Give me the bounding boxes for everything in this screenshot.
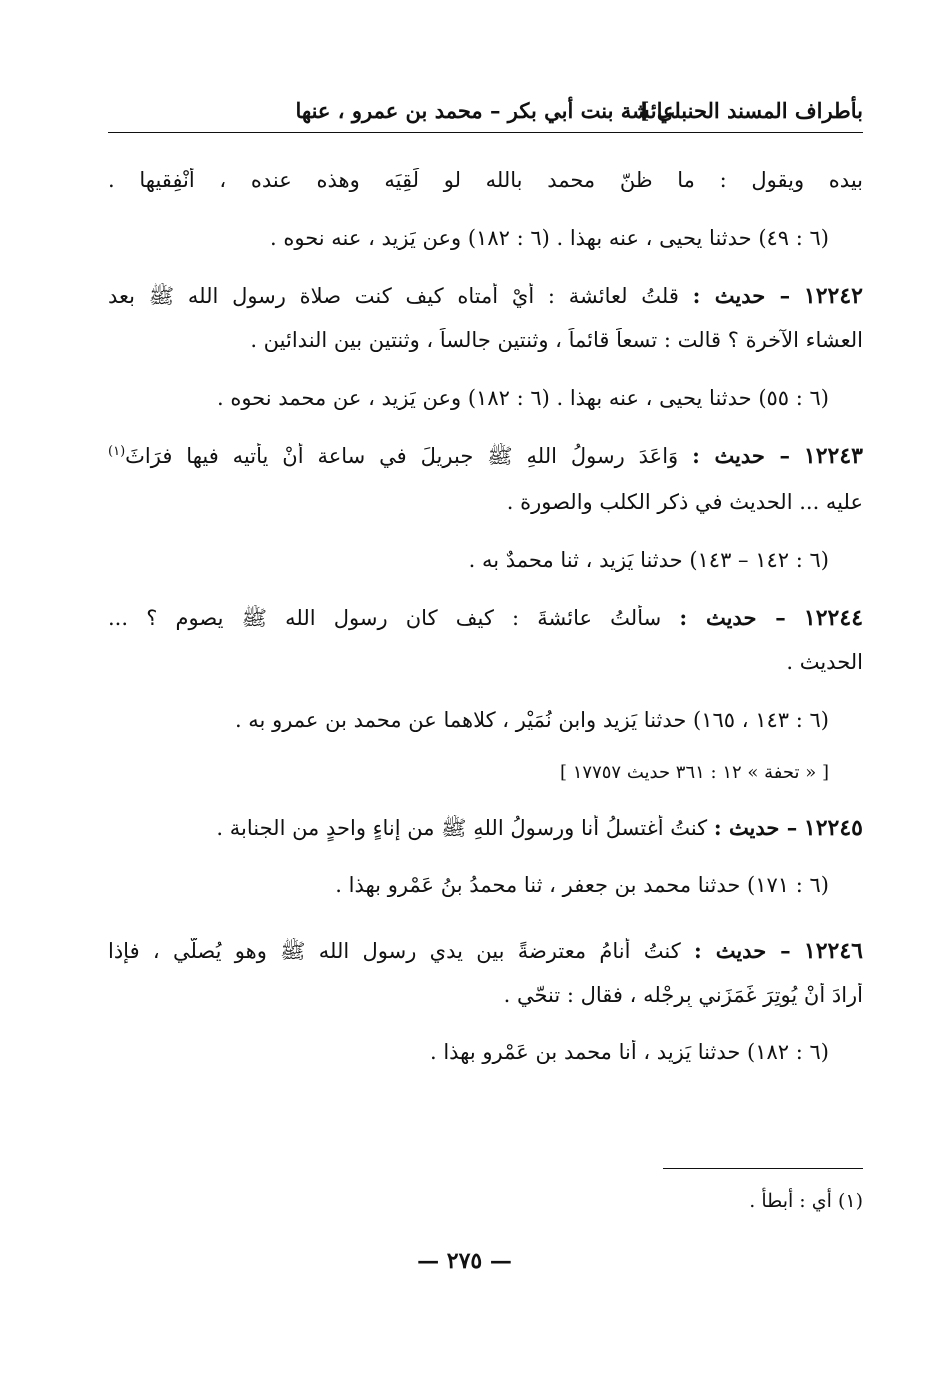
hadith-number: ١٢٢٤٤ (803, 605, 863, 631)
hadith-line (108, 815, 863, 846)
hadith-line (108, 938, 863, 969)
text-line: عليه ... الحديث في ذكر الكلب والصورة . (506, 490, 863, 514)
hadith-text: سألتُ عائشةَ : كيف كان رسول الله ﷺ يصوم ؟ ... (108, 606, 662, 630)
tuhfa-reference: [ « تحفة » ١٢ : ٣٦١ حديث ١٧٧٥٧ ] (560, 762, 829, 783)
hadith-line (108, 283, 863, 314)
running-header (108, 92, 863, 133)
header-book-title: بأطراف المسند الحنبلي ] (639, 98, 863, 123)
hadith-label: – حديث : (694, 938, 791, 963)
hadith-number: ١٢٢٤٦ (803, 938, 863, 964)
hadith-text: كنتُ أنامُ معترضةً بين يدي رسول الله ﷺ وهو يُصلّي ، فإذا (108, 939, 681, 963)
source-line: (٦ : ١٤٣ ، ١٦٥) حدثنا يَزيد وابن نُمَيْر ، كلاهما عن محمد بن عمرٍو به . (234, 708, 829, 732)
page-number: — ٢٧٥ — (417, 1248, 512, 1274)
hadith-label: – حديث : (713, 815, 798, 840)
text-line: أرادَ أنْ يُوتِرَ غَمَزَني بِرِجْله ، فقال : تنحّي . (503, 983, 863, 1007)
source-line: (٦ : ٥٥) حدثنا يحيى ، عنه بهذا . (٦ : ١٨٢) وعن يَزيد ، عن محمد نحوه . (216, 386, 829, 410)
source-line: (٦ : ١٨٢) حدثنا يَزيد ، أنا محمد بن عَمْرو بهذا . (429, 1040, 829, 1064)
footnote-marker[interactable]: (١) (108, 444, 126, 459)
text-line: بيده ويقول : ما ظنّ محمد بالله لو لَقِيَه وهذه عنده ، أنْفِقيها . (108, 168, 863, 192)
footnote-rule (663, 1168, 863, 1169)
hadith-label: – حديث : (679, 605, 786, 630)
hadith-number: ١٢٢٤٢ (803, 283, 863, 309)
source-line: (٦ : ٤٩) حدثنا يحيى ، عنه بهذا . (٦ : ١٨٢) وعن يَزيد ، عنه نحوه . (270, 226, 829, 250)
hadith-text: قلتُ لعائشة : أيْ أمتاه كيف كنت صلاة رسول الله ﷺ بعد (108, 284, 679, 308)
footnote: (١) أي : أبطأ . (749, 1190, 863, 1212)
header-section-title: عائشة بنت أبي بكر – محمد بن عمرو ، عنها (295, 98, 676, 123)
hadith-label: – حديث : (692, 443, 790, 468)
hadith-label: – حديث : (692, 283, 791, 308)
hadith-text: كنتُ أغتسلُ أنا ورسولُ اللهِ ﷺ من إناءٍ واحدٍ من الجنابة . (216, 816, 708, 840)
hadith-number: ١٢٢٤٣ (803, 443, 863, 469)
hadith-number: ١٢٢٤٥ (803, 815, 863, 841)
hadith-text: وَاعَدَ رسولُ اللهِ ﷺ جبريلَ في ساعة أنْ يأتيه فيها فرَاثَ (125, 444, 679, 468)
hadith-line (108, 605, 863, 636)
source-line: (٦ : ١٤٢ – ١٤٣) حدثنا يَزيد ، ثنا محمدٌ به . (468, 548, 829, 572)
source-line: (٦ : ١٧١) حدثنا محمد بن جعفر ، ثنا محمدُ بنُ عَمْرٍو بهذا . (335, 873, 829, 897)
text-line: العشاء الآخرة ؟ قالت : تسعاً قائماً ، وثنتين جالساً ، وثنتين بين الندائين . (250, 328, 863, 352)
text-line: الحديث . (786, 650, 863, 674)
hadith-line (108, 443, 863, 474)
